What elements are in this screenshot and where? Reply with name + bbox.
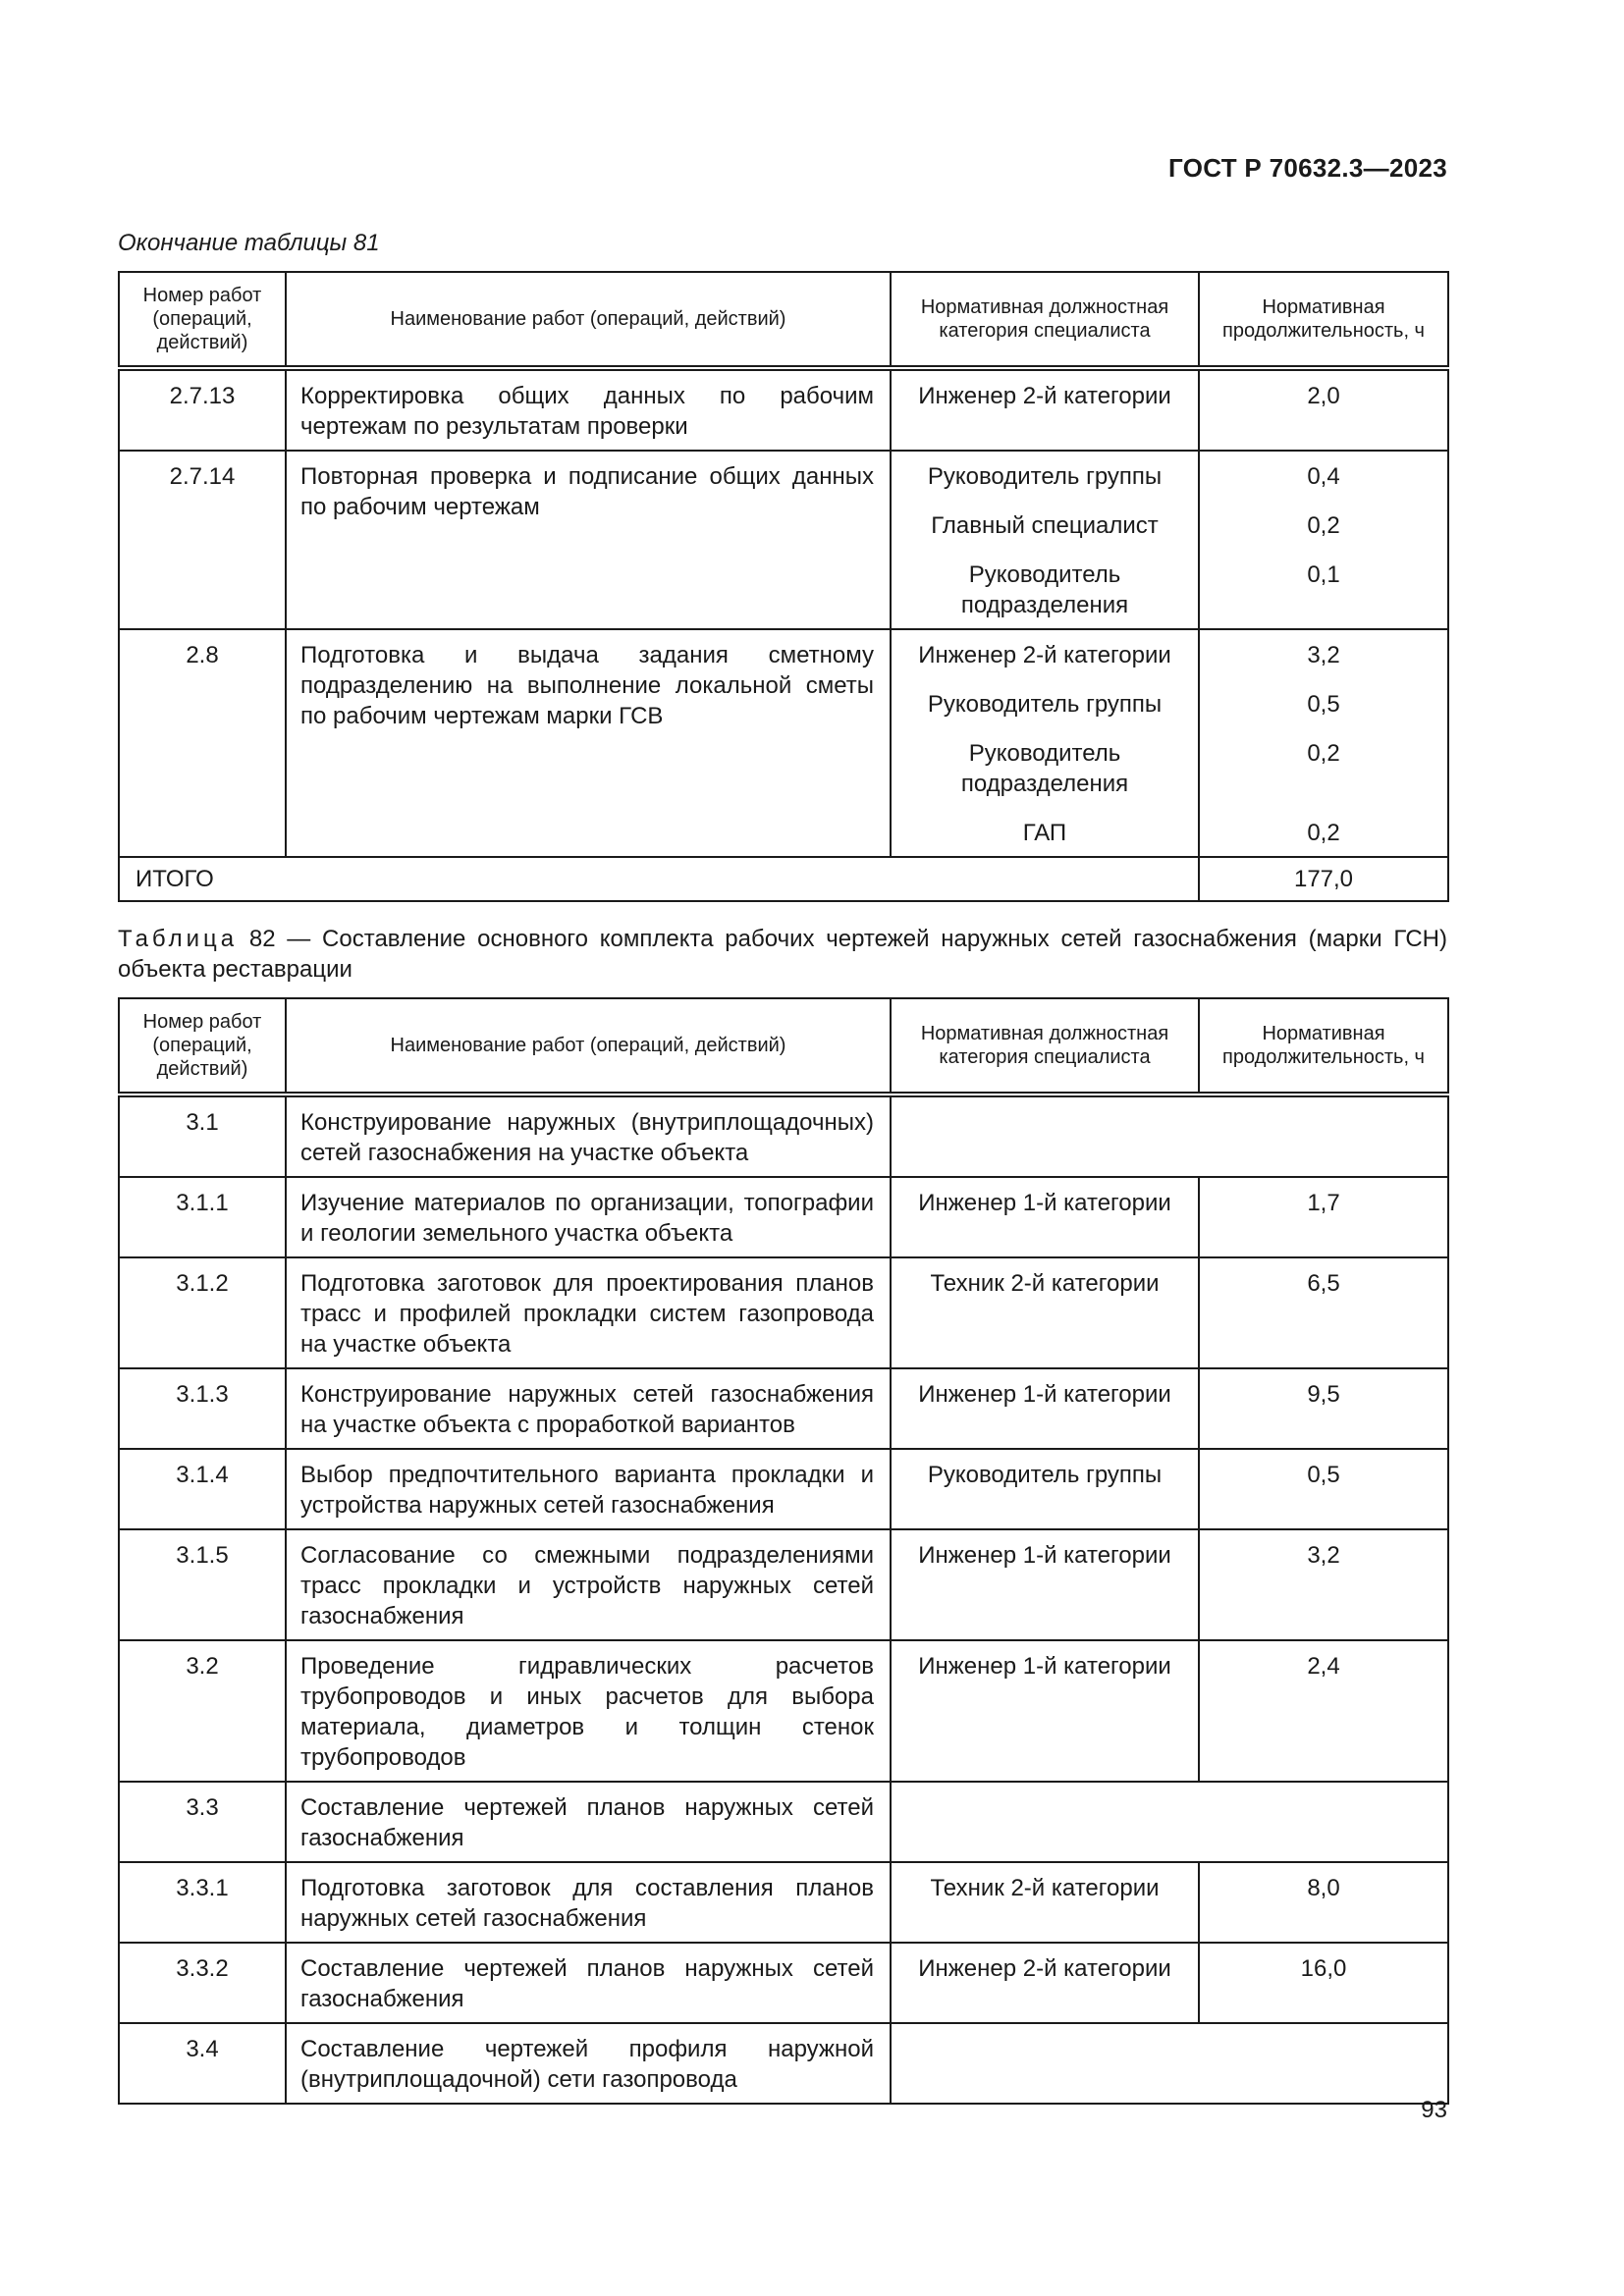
empty-merged-cell [891, 1782, 1448, 1862]
specialist-category: Руководитель группы [891, 1449, 1199, 1529]
work-number: 2.8 [119, 629, 286, 857]
specialist-category: Инженер 1-й категории [891, 1529, 1199, 1640]
duration-line: 0,2 [1307, 740, 1340, 767]
table-81 [118, 271, 1449, 902]
specialist-category: Инженер 1-й категории [891, 1368, 1199, 1449]
duration-line: 3,2 [1307, 642, 1340, 668]
duration: 6,5 [1199, 1257, 1448, 1368]
work-number: 3.2 [119, 1640, 286, 1782]
work-number: 2.7.14 [119, 451, 286, 629]
specialist-category: Инженер 1-й категории [891, 1640, 1199, 1782]
table-row [119, 368, 1448, 451]
duration-line: 0,4 [1307, 463, 1340, 490]
work-number: 3.1 [119, 1095, 286, 1177]
duration: 9,5 [1199, 1368, 1448, 1449]
table-row [119, 1529, 1448, 1640]
column-header-duration: Нормативная продолжительность, ч [1199, 272, 1448, 368]
duration-line: 0,2 [1307, 820, 1340, 846]
work-number: 3.3.1 [119, 1862, 286, 1943]
table-row [119, 451, 1448, 629]
work-name: Корректировка общих данных по рабочим чертежам по результатам проверки [286, 368, 891, 451]
duration: 16,0 [1199, 1943, 1448, 2023]
work-name: Выбор предпочтительного варианта прокладки и устройства наружных сетей газоснабжения [286, 1449, 891, 1529]
column-header-number: Номер работ (операций, действий) [119, 272, 286, 368]
work-number: 3.3.2 [119, 1943, 286, 2023]
table-row [119, 1943, 1448, 2023]
duration: 1,7 [1199, 1177, 1448, 1257]
table-row [119, 1449, 1448, 1529]
duration [1199, 368, 1448, 451]
category-line: Руководитель группы [927, 691, 1163, 718]
table-row [119, 1257, 1448, 1368]
total-label: ИТОГО [119, 857, 1199, 901]
work-name: Повторная проверка и подписание общих данных по рабочим чертежам [286, 451, 891, 629]
specialist-category: Инженер 2-й категории [891, 1943, 1199, 2023]
work-name: Составление чертежей профиля наружной (внутриплощадочной) сети газопровода [286, 2023, 891, 2104]
work-name: Конструирование наружных (внутриплощадочных) сетей газоснабжения на участке объекта [286, 1095, 891, 1177]
table-82 [118, 997, 1449, 2105]
work-name: Составление чертежей планов наружных сетей газоснабжения [286, 1943, 891, 2023]
work-number: 3.1.1 [119, 1177, 286, 1257]
specialist-category [891, 368, 1199, 451]
specialist-category [891, 451, 1199, 629]
column-header-category: Нормативная должностная категория специалиста [891, 998, 1199, 1095]
column-header-category: Нормативная должностная категория специалиста [891, 272, 1199, 368]
table-header-row [119, 272, 1448, 368]
work-name: Подготовка заготовок для проектирования планов трасс и профилей прокладки систем газопровода на участке объекта [286, 1257, 891, 1368]
category-line: Главный специалист [931, 512, 1159, 539]
specialist-category: Инженер 1-й категории [891, 1177, 1199, 1257]
work-name: Подготовка заготовок для составления планов наружных сетей газоснабжения [286, 1862, 891, 1943]
work-number: 3.1.3 [119, 1368, 286, 1449]
category-line: Инженер 2-й категории [918, 642, 1171, 668]
work-name: Составление чертежей планов наружных сетей газоснабжения [286, 1782, 891, 1862]
column-header-number: Номер работ (операций, действий) [119, 998, 286, 1095]
work-name: Конструирование наружных сетей газоснабжения на участке объекта с проработкой вариантов [286, 1368, 891, 1449]
total-value: 177,0 [1199, 857, 1448, 901]
column-header-name: Наименование работ (операций, действий) [286, 998, 891, 1095]
document-code: ГОСТ Р 70632.3—2023 [1168, 153, 1447, 183]
empty-merged-cell [891, 1095, 1448, 1177]
duration: 3,2 [1199, 1529, 1448, 1640]
table-row [119, 1640, 1448, 1782]
work-number: 3.1.5 [119, 1529, 286, 1640]
table-header-row [119, 998, 1448, 1095]
total-row [119, 857, 1448, 901]
work-number: 3.1.4 [119, 1449, 286, 1529]
table-row [119, 1177, 1448, 1257]
table-title-word: Таблица [118, 926, 239, 952]
column-header-duration: Нормативная продолжительность, ч [1199, 998, 1448, 1095]
duration-line: 0,5 [1307, 691, 1340, 718]
empty-merged-cell [891, 2023, 1448, 2104]
category-line: ГАП [1022, 820, 1067, 846]
category-line: Руководитель группы [927, 463, 1163, 490]
work-name: Согласование со смежными подразделениями трасс прокладки и устройств наружных сетей газоснабжения [286, 1529, 891, 1640]
category-line: Инженер 2-й категории [918, 383, 1171, 409]
category-line: Руководитель подразделения [960, 561, 1129, 618]
duration: 8,0 [1199, 1862, 1448, 1943]
category-line: Руководитель подразделения [960, 740, 1129, 797]
duration [1199, 451, 1448, 629]
table-row [119, 1862, 1448, 1943]
table-continuation-caption: Окончание таблицы 81 [118, 230, 380, 256]
duration: 0,5 [1199, 1449, 1448, 1529]
table-row [119, 1095, 1448, 1177]
work-number: 3.4 [119, 2023, 286, 2104]
specialist-category: Техник 2-й категории [891, 1862, 1199, 1943]
table-row [119, 1782, 1448, 1862]
duration-line: 2,0 [1307, 383, 1340, 409]
specialist-category [891, 629, 1199, 857]
table-row [119, 1368, 1448, 1449]
duration-line: 0,1 [1307, 561, 1340, 588]
table-row [119, 2023, 1448, 2104]
duration-line: 0,2 [1307, 512, 1340, 539]
duration [1199, 629, 1448, 857]
work-name: Изучение материалов по организации, топографии и геологии земельного участка объекта [286, 1177, 891, 1257]
work-number: 3.1.2 [119, 1257, 286, 1368]
work-number: 3.3 [119, 1782, 286, 1862]
duration: 2,4 [1199, 1640, 1448, 1782]
table-82-title [118, 924, 1447, 985]
table-title-text: 82 — Составление основного комплекта рабочих чертежей наружных сетей газоснабжения (марки ГСН) объекта реставрации [118, 926, 1447, 983]
work-number: 2.7.13 [119, 368, 286, 451]
work-name: Подготовка и выдача задания сметному подразделению на выполнение локальной сметы по рабочим чертежам марки ГСВ [286, 629, 891, 857]
page-number: 93 [1421, 2097, 1447, 2123]
specialist-category: Техник 2-й категории [891, 1257, 1199, 1368]
work-name: Проведение гидравлических расчетов трубопроводов и иных расчетов для выбора материала, диаметров и толщин стенок трубопроводов [286, 1640, 891, 1782]
column-header-name: Наименование работ (операций, действий) [286, 272, 891, 368]
table-row [119, 629, 1448, 857]
